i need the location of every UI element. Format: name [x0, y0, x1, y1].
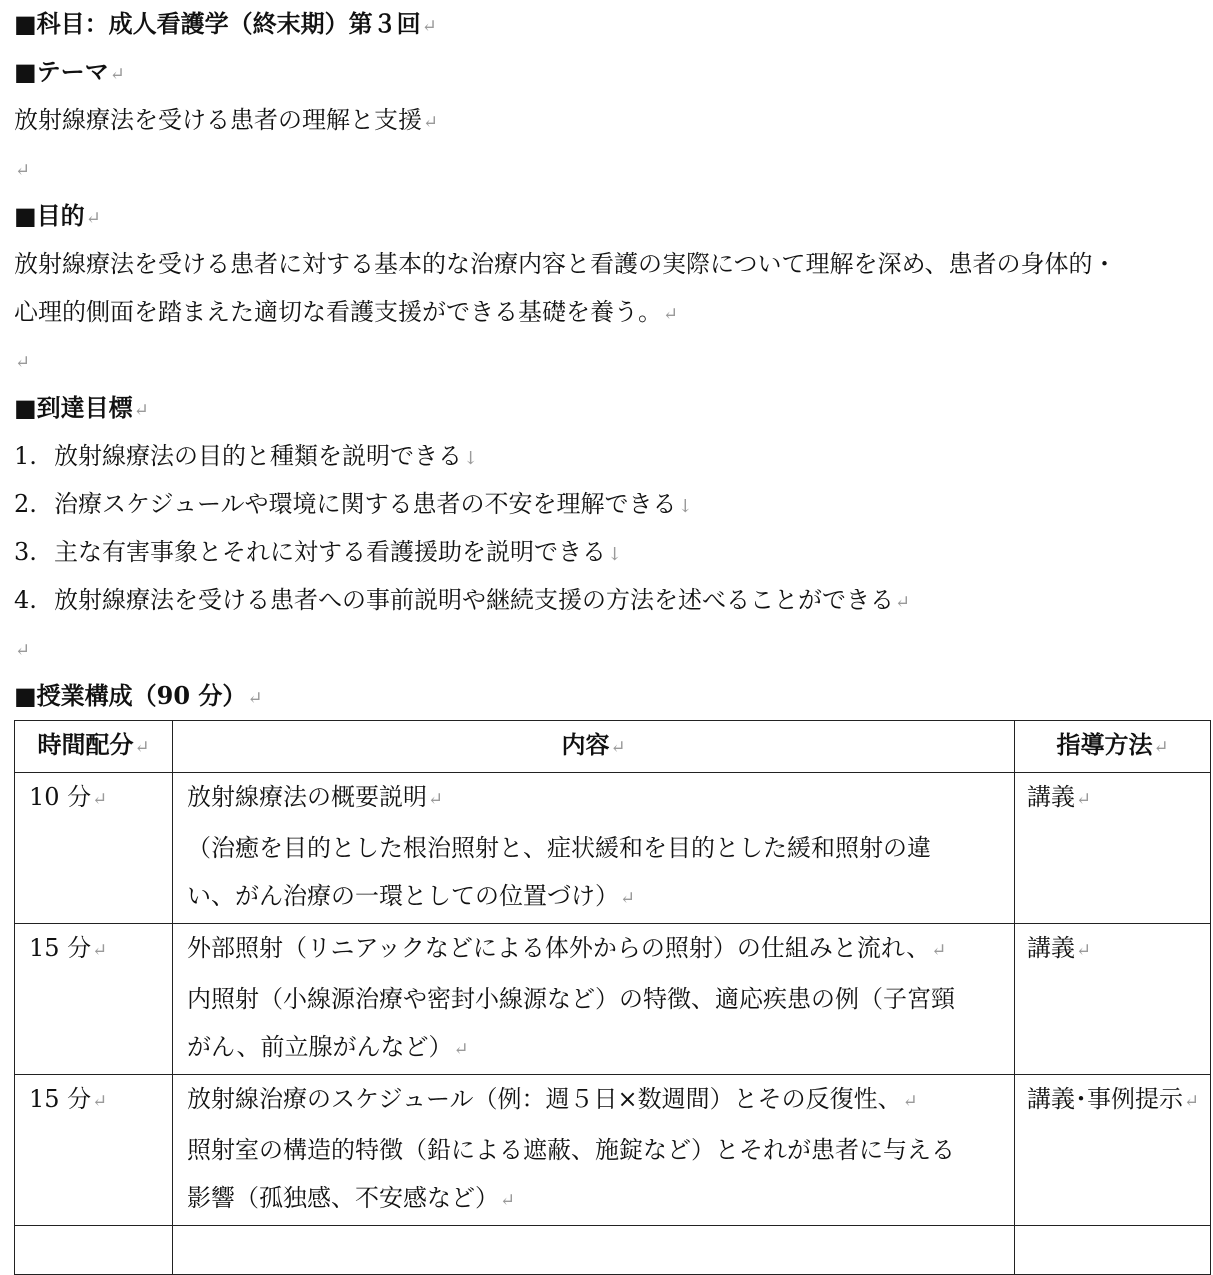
method-cell [1015, 1226, 1211, 1275]
theme-heading [14, 48, 1213, 96]
time-value: 15 分 [29, 934, 92, 962]
goal-text: 放射線療法の目的と種類を説明できる [54, 442, 462, 470]
blank-line [14, 336, 1213, 384]
column-header-method-label: 指導方法 [1056, 730, 1153, 759]
subject-title: ■科目：成人看護学（終末期）第３回 [14, 9, 421, 38]
content-line [187, 1023, 1004, 1074]
paragraph-mark-icon: ↵ [421, 16, 437, 37]
content-text: 内照射（小線源治療や密封小線源など）の特徴、適応疾患の例（子宮頸 [187, 985, 955, 1013]
cell-mark-icon: ↵ [1076, 789, 1092, 810]
paragraph-mark-icon: ↵ [85, 208, 101, 229]
content-cell [173, 1075, 1015, 1226]
table-row [15, 1075, 1211, 1226]
method-value: 講義･事例提示 [1027, 1085, 1183, 1113]
time-cell [15, 1226, 173, 1275]
cell-mark-icon: ↵ [92, 1091, 108, 1112]
content-text: い、がん治療の一環としての位置づけ） [187, 882, 619, 910]
goal-number: 1. [14, 442, 37, 470]
content-line [187, 975, 1004, 1023]
method-cell [1015, 773, 1211, 924]
cell-mark-icon: ↵ [1153, 737, 1169, 758]
content-line [187, 924, 1004, 975]
purpose-text-2: 心理的側面を踏まえた適切な看護支援ができる基礎を養う。 [14, 298, 662, 326]
content-text: がん、前立腺がんなど） [187, 1033, 453, 1061]
line-break-mark-icon: ↓ [607, 544, 623, 565]
goal-text: 治療スケジュールや環境に関する患者の不安を理解できる [54, 490, 677, 518]
content-line [187, 1174, 1004, 1225]
column-header-time-label: 時間配分 [37, 730, 134, 759]
paragraph-mark-icon: ↵ [663, 304, 679, 325]
content-text: 外部照射（リニアックなどによる体外からの照射）の仕組みと流れ、 [187, 934, 931, 962]
theme-text [14, 96, 1213, 144]
paragraph-mark-icon: ↵ [247, 688, 263, 709]
paragraph-mark-icon: ↵ [931, 940, 947, 961]
content-text: 放射線療法の概要説明 [187, 783, 427, 811]
theme-heading-text: ■テーマ [14, 57, 109, 86]
paragraph-mark-icon: ↵ [902, 1091, 918, 1112]
time-value: 10 分 [29, 783, 92, 811]
line-break-mark-icon: ↓ [463, 448, 479, 469]
paragraph-mark-icon: ↵ [15, 160, 31, 181]
purpose-heading [14, 192, 1213, 240]
paragraph-mark-icon: ↵ [895, 592, 911, 613]
time-value: 15 分 [29, 1085, 92, 1113]
line-break-mark-icon: ↓ [677, 496, 693, 517]
paragraph-mark-icon: ↵ [15, 352, 31, 373]
column-header-method [1015, 721, 1211, 773]
cell-mark-icon: ↵ [134, 737, 150, 758]
cell-mark-icon: ↵ [1184, 1091, 1200, 1112]
paragraph-mark-icon: ↵ [15, 640, 31, 661]
purpose-heading-text: ■目的 [14, 201, 85, 230]
table-header-row [15, 721, 1211, 773]
content-text: 放射線治療のスケジュール（例：週５日×数週間）とその反復性、 [187, 1085, 902, 1113]
content-cell [173, 924, 1015, 1075]
cell-mark-icon: ↵ [610, 737, 626, 758]
cell-mark-icon: ↵ [92, 940, 108, 961]
purpose-text-1: 放射線療法を受ける患者に対する基本的な治療内容と看護の実際について理解を深め、患者の身体的・ [14, 250, 1117, 278]
structure-heading [14, 672, 1213, 720]
theme-text-content: 放射線療法を受ける患者の理解と支援 [14, 106, 422, 134]
goals-heading-text: ■到達目標 [14, 393, 133, 422]
paragraph-mark-icon: ↵ [109, 64, 125, 85]
time-cell [15, 773, 173, 924]
cell-mark-icon: ↵ [1076, 940, 1092, 961]
cell-mark-icon: ↵ [620, 888, 636, 909]
purpose-line-1 [14, 240, 1213, 288]
goal-number: 4. [14, 586, 37, 614]
table-row [15, 924, 1211, 1075]
structure-heading-text: ■授業構成（90 分） [14, 681, 247, 710]
content-line [187, 773, 1004, 824]
goal-item [14, 432, 1213, 480]
purpose-line-2 [14, 288, 1213, 336]
content-cell [173, 773, 1015, 924]
content-line [187, 1126, 1004, 1174]
time-cell [15, 924, 173, 1075]
content-line [187, 824, 1004, 872]
goal-item [14, 480, 1213, 528]
content-cell [173, 1226, 1015, 1275]
paragraph-mark-icon: ↵ [428, 789, 444, 810]
goal-text: 主な有害事象とそれに対する看護援助を説明できる [54, 538, 606, 566]
content-line [187, 872, 1004, 923]
cell-mark-icon: ↵ [92, 789, 108, 810]
document-page [14, 0, 1213, 720]
column-header-content-label: 内容 [561, 730, 610, 759]
class-structure-table [14, 720, 1211, 1275]
goal-number: 3. [14, 538, 37, 566]
blank-line [14, 144, 1213, 192]
method-cell [1015, 1075, 1211, 1226]
goal-number: 2. [14, 490, 37, 518]
method-cell [1015, 924, 1211, 1075]
content-text: （治癒を目的とした根治照射と、症状緩和を目的とした緩和照射の違 [187, 834, 931, 862]
table-row [15, 773, 1211, 924]
goal-item [14, 528, 1213, 576]
cell-mark-icon: ↵ [453, 1039, 469, 1060]
table-row [15, 1226, 1211, 1275]
time-cell [15, 1075, 173, 1226]
blank-line [14, 624, 1213, 672]
content-line [187, 1075, 1004, 1126]
method-value: 講義 [1027, 783, 1075, 811]
goals-heading [14, 384, 1213, 432]
column-header-time [15, 721, 173, 773]
cell-mark-icon: ↵ [500, 1190, 516, 1211]
goal-item [14, 576, 1213, 624]
content-text: 照射室の構造的特徴（鉛による遮蔽、施錠など）とそれが患者に与える [187, 1136, 955, 1164]
paragraph-mark-icon: ↵ [423, 112, 439, 133]
column-header-content [173, 721, 1015, 773]
method-value: 講義 [1027, 934, 1075, 962]
goal-text: 放射線療法を受ける患者への事前説明や継続支援の方法を述べることができる [54, 586, 894, 614]
subject-heading [14, 0, 1213, 48]
paragraph-mark-icon: ↵ [133, 400, 149, 421]
content-text: 影響（孤独感、不安感など） [187, 1184, 499, 1212]
